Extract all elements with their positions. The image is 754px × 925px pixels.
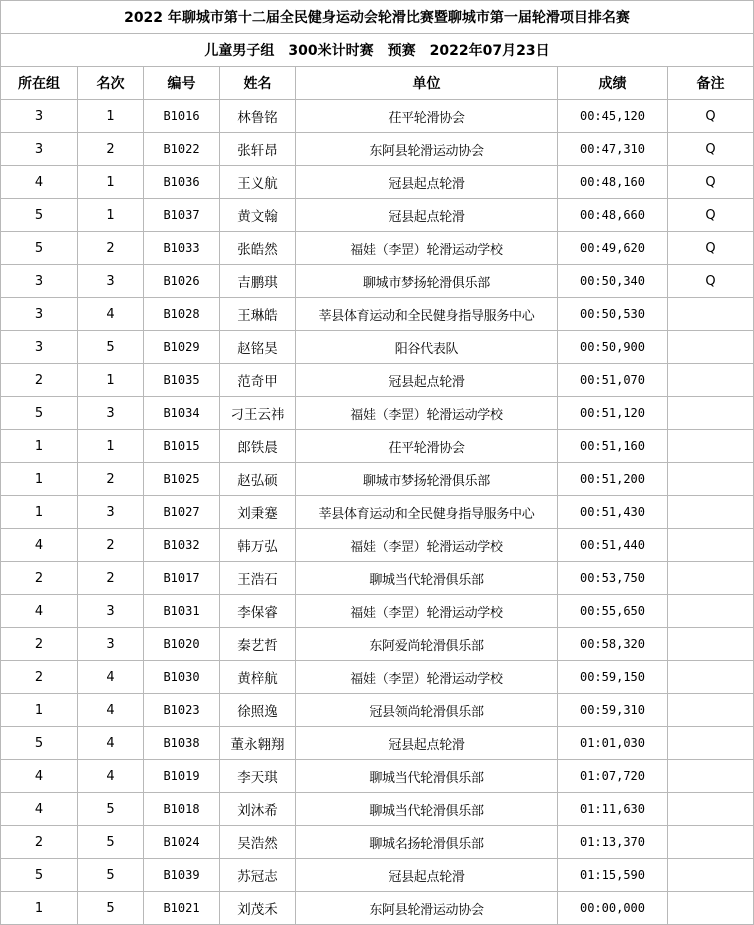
result-time-cell: 00:48,160 [558,166,668,199]
qualification-note-cell [668,859,754,892]
table-row [1,496,754,529]
athlete-id-cell: B1018 [144,793,220,826]
athlete-id-cell: B1029 [144,331,220,364]
athlete-name-cell: 李天琪 [220,760,296,793]
qualification-note-cell [668,562,754,595]
athlete-id-cell: B1037 [144,199,220,232]
rank-cell: 3 [78,628,144,661]
table-row [1,793,754,826]
athlete-id-cell: B1025 [144,463,220,496]
athlete-name-cell: 黄梓航 [220,661,296,694]
result-time-cell: 01:07,720 [558,760,668,793]
club-cell: 茌平轮滑协会 [296,100,558,133]
group-cell: 1 [1,496,78,529]
rank-cell: 4 [78,661,144,694]
athlete-name-cell: 林鲁铭 [220,100,296,133]
column-header-unit: 单位 [296,67,558,100]
club-cell: 聊城当代轮滑俱乐部 [296,760,558,793]
athlete-id-cell: B1032 [144,529,220,562]
result-time-cell: 00:48,660 [558,199,668,232]
athlete-id-cell: B1023 [144,694,220,727]
rank-cell: 3 [78,496,144,529]
result-time-cell: 00:51,160 [558,430,668,463]
rank-cell: 2 [78,562,144,595]
table-row [1,859,754,892]
group-cell: 5 [1,859,78,892]
club-cell: 东阿县轮滑运动协会 [296,133,558,166]
result-time-cell: 01:13,370 [558,826,668,859]
table-body [1,100,754,925]
club-cell: 阳谷代表队 [296,331,558,364]
result-time-cell: 00:59,310 [558,694,668,727]
table-row [1,628,754,661]
athlete-id-cell: B1020 [144,628,220,661]
athlete-id-cell: B1035 [144,364,220,397]
group-cell: 3 [1,265,78,298]
club-cell: 福娃（李罡）轮滑运动学校 [296,595,558,628]
qualification-note-cell: Q [668,232,754,265]
result-time-cell: 00:50,530 [558,298,668,331]
qualification-note-cell [668,661,754,694]
rank-cell: 1 [78,430,144,463]
column-header-result: 成绩 [558,67,668,100]
table-row [1,760,754,793]
athlete-name-cell: 董永翱翔 [220,727,296,760]
result-time-cell: 00:51,440 [558,529,668,562]
athlete-id-cell: B1016 [144,100,220,133]
qualification-note-cell [668,628,754,661]
qualification-note-cell [668,529,754,562]
qualification-note-cell: Q [668,100,754,133]
qualification-note-cell [668,892,754,925]
group-cell: 5 [1,727,78,760]
rank-cell: 5 [78,793,144,826]
column-header-name: 姓名 [220,67,296,100]
group-cell: 5 [1,232,78,265]
athlete-name-cell: 张轩昂 [220,133,296,166]
document-title: 2022 年聊城市第十二届全民健身运动会轮滑比赛暨聊城市第一届轮滑项目排名赛 [1,1,754,34]
club-cell: 聊城当代轮滑俱乐部 [296,793,558,826]
qualification-note-cell [668,397,754,430]
athlete-name-cell: 刘茂禾 [220,892,296,925]
rank-cell: 2 [78,133,144,166]
rank-cell: 5 [78,892,144,925]
club-cell: 莘县体育运动和全民健身指导服务中心 [296,298,558,331]
club-cell: 福娃（李罡）轮滑运动学校 [296,529,558,562]
athlete-id-cell: B1028 [144,298,220,331]
athlete-id-cell: B1038 [144,727,220,760]
table-row [1,166,754,199]
athlete-id-cell: B1017 [144,562,220,595]
rank-cell: 2 [78,232,144,265]
athlete-id-cell: B1034 [144,397,220,430]
qualification-note-cell [668,760,754,793]
athlete-name-cell: 赵弘硕 [220,463,296,496]
club-cell: 茌平轮滑协会 [296,430,558,463]
table-row [1,661,754,694]
table-row [1,694,754,727]
qualification-note-cell: Q [668,166,754,199]
rank-cell: 4 [78,694,144,727]
athlete-id-cell: B1021 [144,892,220,925]
result-time-cell: 00:47,310 [558,133,668,166]
result-time-cell: 00:50,340 [558,265,668,298]
qualification-note-cell [668,364,754,397]
club-cell: 东阿爱尚轮滑俱乐部 [296,628,558,661]
table-row [1,232,754,265]
qualification-note-cell [668,694,754,727]
table-row [1,595,754,628]
group-cell: 3 [1,298,78,331]
result-time-cell: 01:11,630 [558,793,668,826]
club-cell: 冠县起点轮滑 [296,199,558,232]
group-cell: 3 [1,100,78,133]
qualification-note-cell: Q [668,199,754,232]
result-time-cell: 01:01,030 [558,727,668,760]
group-cell: 2 [1,826,78,859]
athlete-name-cell: 秦艺哲 [220,628,296,661]
table-row [1,199,754,232]
athlete-name-cell: 黄文翰 [220,199,296,232]
group-cell: 1 [1,463,78,496]
result-time-cell: 00:50,900 [558,331,668,364]
group-cell: 5 [1,199,78,232]
table-row [1,397,754,430]
table-row [1,331,754,364]
qualification-note-cell [668,331,754,364]
athlete-id-cell: B1019 [144,760,220,793]
result-time-cell: 00:51,200 [558,463,668,496]
column-header-note: 备注 [668,67,754,100]
athlete-name-cell: 韩万弘 [220,529,296,562]
club-cell: 聊城名扬轮滑俱乐部 [296,826,558,859]
qualification-note-cell [668,496,754,529]
table-row [1,463,754,496]
athlete-name-cell: 王义航 [220,166,296,199]
column-header-id: 编号 [144,67,220,100]
result-time-cell: 00:49,620 [558,232,668,265]
rank-cell: 2 [78,529,144,562]
column-header-group: 所在组 [1,67,78,100]
athlete-name-cell: 赵铭昊 [220,331,296,364]
column-header-rank: 名次 [78,67,144,100]
table-row [1,133,754,166]
result-time-cell: 00:55,650 [558,595,668,628]
club-cell: 冠县起点轮滑 [296,166,558,199]
table-row [1,892,754,925]
athlete-name-cell: 吴浩然 [220,826,296,859]
qualification-note-cell [668,463,754,496]
result-time-cell: 00:51,120 [558,397,668,430]
qualification-note-cell [668,595,754,628]
club-cell: 冠县起点轮滑 [296,364,558,397]
rank-cell: 4 [78,760,144,793]
table-row [1,529,754,562]
qualification-note-cell [668,826,754,859]
athlete-name-cell: 刘沐希 [220,793,296,826]
qualification-note-cell: Q [668,133,754,166]
athlete-name-cell: 徐照逸 [220,694,296,727]
group-cell: 1 [1,892,78,925]
athlete-id-cell: B1015 [144,430,220,463]
group-cell: 4 [1,529,78,562]
event-subtitle: 儿童男子组 300米计时赛 预赛 2022年07月23日 [1,34,754,67]
athlete-name-cell: 王浩石 [220,562,296,595]
group-cell: 4 [1,793,78,826]
rank-cell: 4 [78,298,144,331]
table-row [1,727,754,760]
club-cell: 东阿县轮滑运动协会 [296,892,558,925]
group-cell: 2 [1,628,78,661]
result-time-cell: 00:00,000 [558,892,668,925]
group-cell: 1 [1,430,78,463]
club-cell: 聊城市梦扬轮滑俱乐部 [296,265,558,298]
result-time-cell: 01:15,590 [558,859,668,892]
rank-cell: 1 [78,364,144,397]
rank-cell: 1 [78,166,144,199]
athlete-name-cell: 张皓然 [220,232,296,265]
qualification-note-cell: Q [668,265,754,298]
rank-cell: 5 [78,859,144,892]
athlete-name-cell: 苏冠志 [220,859,296,892]
athlete-id-cell: B1030 [144,661,220,694]
club-cell: 福娃（李罡）轮滑运动学校 [296,661,558,694]
athlete-id-cell: B1031 [144,595,220,628]
rank-cell: 5 [78,331,144,364]
athlete-name-cell: 郎铁晨 [220,430,296,463]
result-time-cell: 00:58,320 [558,628,668,661]
club-cell: 冠县领尚轮滑俱乐部 [296,694,558,727]
group-cell: 5 [1,397,78,430]
athlete-id-cell: B1022 [144,133,220,166]
athlete-name-cell: 刘秉蹇 [220,496,296,529]
club-cell: 福娃（李罡）轮滑运动学校 [296,232,558,265]
rank-cell: 3 [78,397,144,430]
athlete-id-cell: B1024 [144,826,220,859]
club-cell: 聊城当代轮滑俱乐部 [296,562,558,595]
result-time-cell: 00:53,750 [558,562,668,595]
result-time-cell: 00:51,430 [558,496,668,529]
rank-cell: 4 [78,727,144,760]
rank-cell: 2 [78,463,144,496]
rank-cell: 1 [78,199,144,232]
result-time-cell: 00:51,070 [558,364,668,397]
qualification-note-cell [668,793,754,826]
athlete-name-cell: 李保睿 [220,595,296,628]
group-cell: 3 [1,133,78,166]
athlete-id-cell: B1039 [144,859,220,892]
table-row [1,364,754,397]
club-cell: 聊城市梦扬轮滑俱乐部 [296,463,558,496]
rank-cell: 1 [78,100,144,133]
athlete-id-cell: B1026 [144,265,220,298]
table-row [1,430,754,463]
group-cell: 1 [1,694,78,727]
table-row [1,100,754,133]
table-row [1,265,754,298]
qualification-note-cell [668,430,754,463]
athlete-id-cell: B1033 [144,232,220,265]
club-cell: 福娃（李罡）轮滑运动学校 [296,397,558,430]
athlete-id-cell: B1036 [144,166,220,199]
rank-cell: 3 [78,595,144,628]
qualification-note-cell [668,727,754,760]
group-cell: 4 [1,595,78,628]
athlete-name-cell: 刁王云祎 [220,397,296,430]
club-cell: 冠县起点轮滑 [296,727,558,760]
group-cell: 3 [1,331,78,364]
athlete-name-cell: 吉鹏琪 [220,265,296,298]
club-cell: 莘县体育运动和全民健身指导服务中心 [296,496,558,529]
table-row [1,562,754,595]
group-cell: 2 [1,562,78,595]
table-row [1,298,754,331]
group-cell: 2 [1,661,78,694]
rank-cell: 3 [78,265,144,298]
athlete-id-cell: B1027 [144,496,220,529]
group-cell: 4 [1,760,78,793]
club-cell: 冠县起点轮滑 [296,859,558,892]
athlete-name-cell: 范奇甲 [220,364,296,397]
athlete-name-cell: 王琳皓 [220,298,296,331]
rank-cell: 5 [78,826,144,859]
group-cell: 2 [1,364,78,397]
qualification-note-cell [668,298,754,331]
table-row [1,826,754,859]
group-cell: 4 [1,166,78,199]
result-time-cell: 00:59,150 [558,661,668,694]
result-time-cell: 00:45,120 [558,100,668,133]
